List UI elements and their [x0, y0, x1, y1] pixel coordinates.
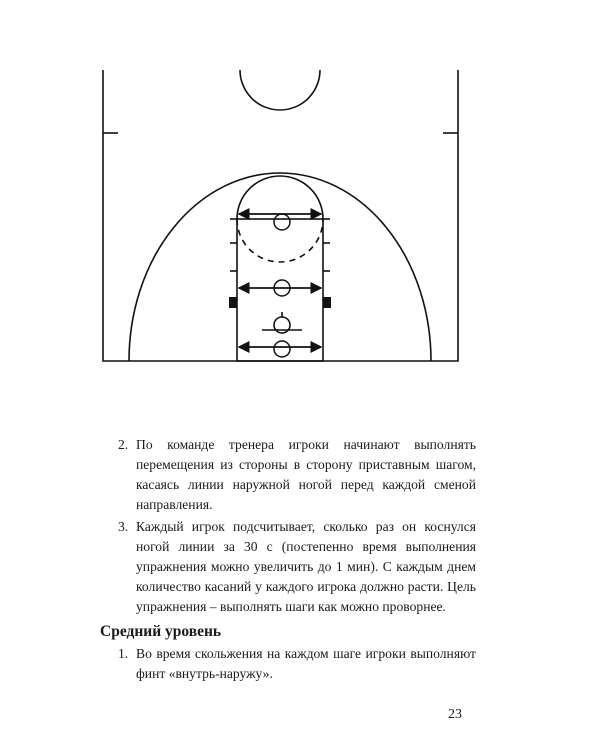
lane-block-right	[323, 297, 331, 308]
free-throw-lane	[237, 219, 323, 361]
steps-list	[118, 435, 476, 619]
step-text: Каждый игрок подсчитывает, сколько раз он коснулся ногой линии за 30 с (постепенно время выполнения упражнения можно увеличить до 1 мин). С каждым днем количество касаний у каждого игрока должно расти. Цель упражнения – выполнять шаги как можно проворнее.	[136, 519, 476, 614]
page-number: 23	[448, 707, 462, 722]
list-item	[118, 644, 476, 684]
section-steps-list	[118, 644, 476, 686]
step-number: 1.	[118, 646, 129, 661]
center-circle-arc	[240, 70, 320, 110]
step-text: Во время скольжения на каждом шаге игроки выполняют финт «внутрь-наружу».	[136, 646, 476, 681]
step-text: По команде тренера игроки начинают выполнять перемещения из стороны в сторону приставным шагом, касаясь линии наружной ногой перед каждой сменой направления.	[136, 437, 476, 512]
step-number: 2.	[118, 437, 129, 452]
list-item	[118, 517, 476, 617]
lane-block-left	[229, 297, 237, 308]
step-number: 3.	[118, 519, 129, 534]
list-item	[118, 435, 476, 515]
player-circle	[274, 214, 290, 230]
section-heading: Средний уровень	[100, 623, 222, 640]
free-throw-circle-top	[237, 176, 323, 219]
free-throw-circle-dashed	[237, 219, 323, 262]
player-circle	[274, 341, 290, 357]
